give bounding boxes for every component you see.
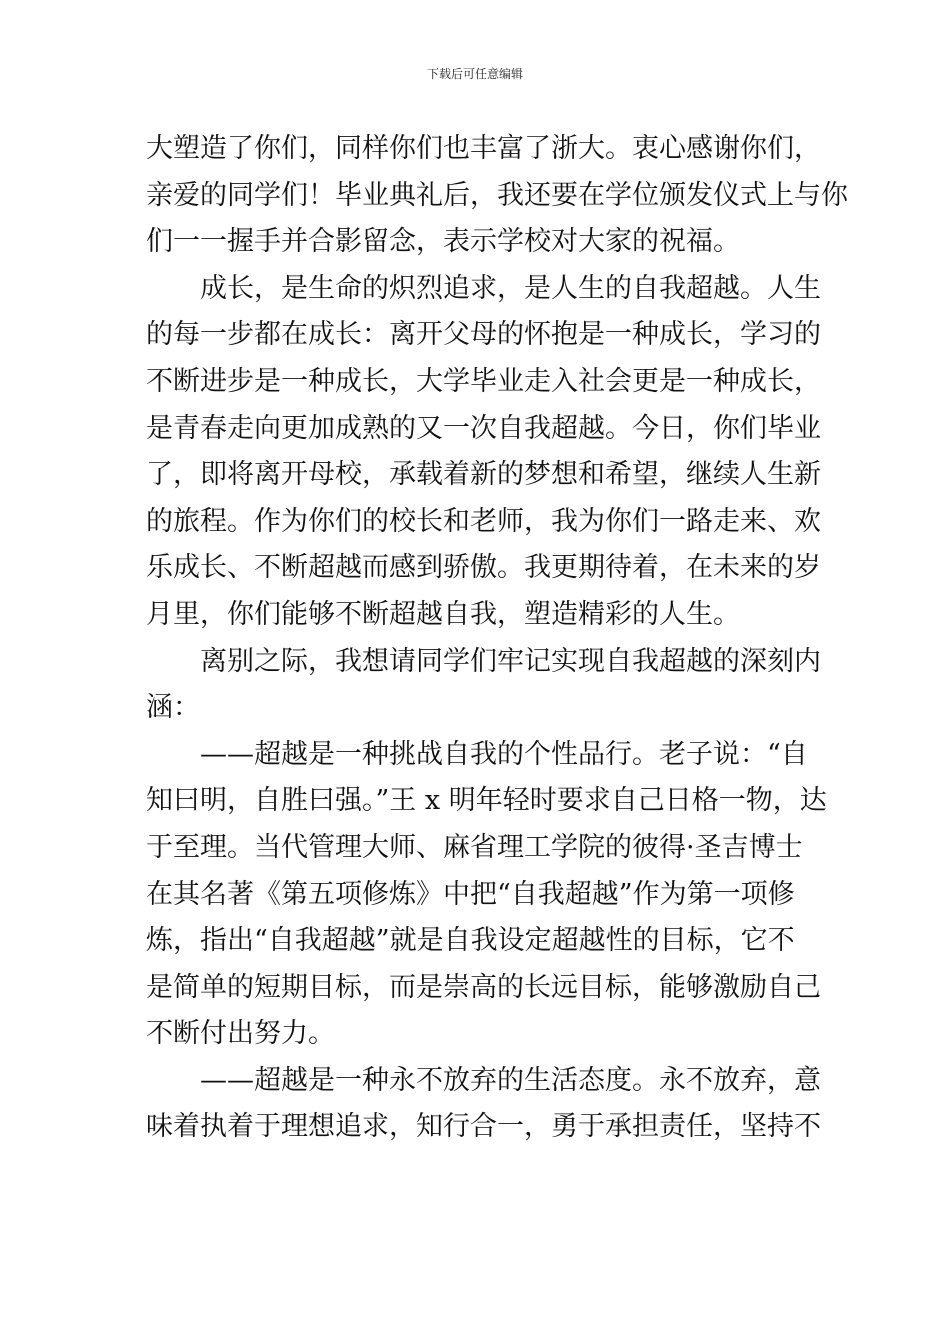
text-line: 不断进步是一种成长，大学毕业走入社会更是一种成长， bbox=[146, 365, 821, 397]
text-line: 知曰明，自胜曰强。”王 x 明年轻时要求自己日格一物，达 bbox=[146, 785, 827, 817]
text-line: 在其名著《第五项修炼》中把“自我超越”作为第一项修 bbox=[146, 878, 795, 910]
text-line: ——超越是一种永不放弃的生活态度。永不放弃，意 bbox=[200, 1064, 821, 1096]
text-line: 是简单的短期目标，而是崇高的长远目标，能够激励自己 bbox=[146, 971, 821, 1003]
text-line: 亲爱的同学们！毕业典礼后，我还要在学位颁发仪式上与你 bbox=[146, 179, 848, 211]
text-line: 炼，指出“自我超越”就是自我设定超越性的目标，它不 bbox=[146, 925, 795, 957]
text-line: 离别之际，我想请同学们牢记实现自我超越的深刻内 bbox=[200, 645, 821, 677]
text-line: 是青春走向更加成熟的又一次自我超越。今日，你们毕业 bbox=[146, 412, 821, 444]
text-line: 于至理。当代管理大师、麻省理工学院的彼得·圣吉博士 bbox=[146, 831, 803, 863]
text-line: 的每一步都在成长：离开父母的怀抱是一种成长，学习的 bbox=[146, 319, 821, 351]
text-line: 们一一握手并合影留念，表示学校对大家的祝福。 bbox=[146, 226, 740, 258]
text-line: 乐成长、不断超越而感到骄傲。我更期待着，在未来的岁 bbox=[146, 552, 821, 584]
text-line: ——超越是一种挑战自我的个性品行。老子说：“自 bbox=[200, 738, 808, 770]
text-line: 了，即将离开母校，承载着新的梦想和希望，继续人生新 bbox=[146, 459, 821, 491]
document-body bbox=[146, 126, 848, 1151]
page-header: 下载后可任意编辑 bbox=[426, 67, 523, 81]
text-line: 月里，你们能够不断超越自我，塑造精彩的人生。 bbox=[146, 598, 740, 630]
text-line: 大塑造了你们，同样你们也丰富了浙大。衷心感谢你们， bbox=[146, 133, 821, 164]
text-line: 成长，是生命的炽烈追求，是人生的自我超越。人生 bbox=[200, 272, 821, 304]
text-line: 的旅程。作为你们的校长和老师，我为你们一路走来、欢 bbox=[146, 505, 821, 537]
text-line: 不断付出努力。 bbox=[146, 1018, 335, 1050]
text-line: 涵： bbox=[146, 692, 200, 724]
text-line: 味着执着于理想追求，知行合一，勇于承担责任，坚持不 bbox=[146, 1111, 821, 1143]
